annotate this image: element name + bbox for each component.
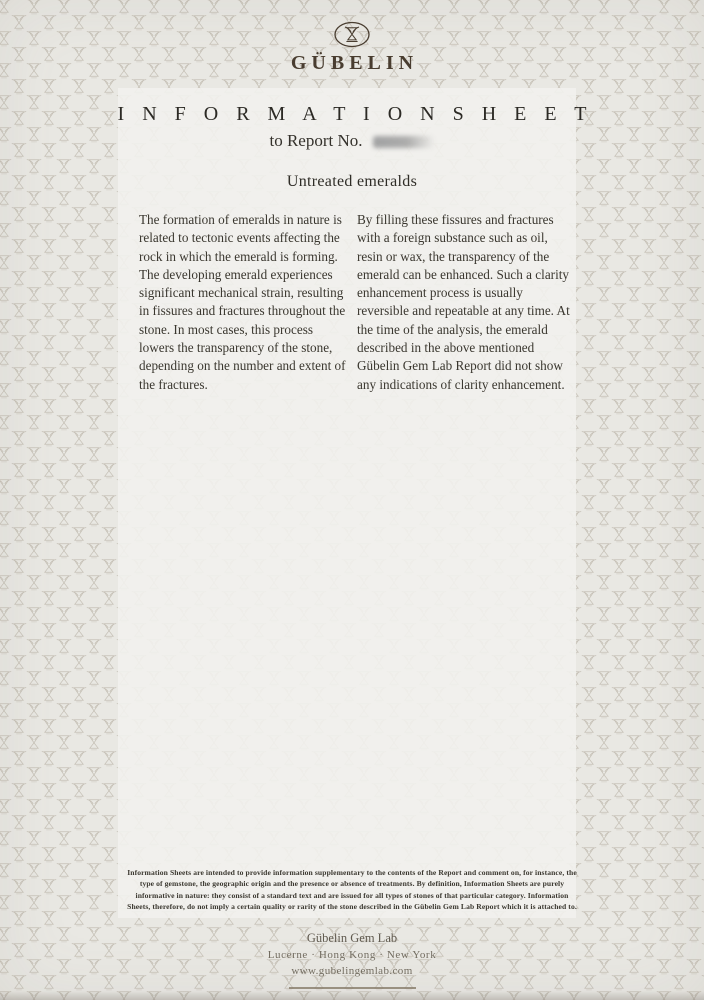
brand-header bbox=[0, 18, 704, 75]
page-title: I N F O R M A T I O N S H E E T bbox=[117, 103, 593, 125]
report-line-prefix: to Report No. bbox=[269, 131, 363, 150]
lab-address-block bbox=[0, 931, 704, 977]
footer-disclaimer: Information Sheets are intended to provide information supplementary to the contents of the Report and comment on, for instance, the type of gemstone, the geographic origin and the presence or absence of treatments. By definition, Information Sheets are purely informative in nature: they consist of a standard text and are issued for all types of stones of that particular category. Information Sheets, therefore, do not imply a certain quality or rarity of the stone described in the Gübelin Gem Lab Report which it is attached to. bbox=[127, 868, 577, 912]
body-left-column: The formation of emeralds in nature is related to tectonic events affecting the rock in which the emerald is forming. The developing emerald experiences significant mechanical strain, resulting in fissures and fractures throughout the stone. In most cases, this process lowers the transparency of the stone, depending on the number and extent of the fractures. bbox=[139, 212, 346, 392]
lab-name: Gübelin Gem Lab bbox=[306, 931, 398, 945]
document-subtitle: Untreated emeralds bbox=[286, 173, 418, 190]
bottom-rule bbox=[289, 987, 416, 989]
report-number-redacted bbox=[373, 136, 435, 148]
report-number-line bbox=[0, 131, 704, 151]
brand-wordmark: GÜBELIN bbox=[290, 52, 419, 74]
lab-locations: Lucerne · Hong Kong · New York bbox=[267, 949, 437, 961]
gubelin-emblem-icon bbox=[329, 18, 375, 51]
lab-website: www.gubelingemlab.com bbox=[291, 965, 413, 977]
body-right-column: By filling these fissures and fractures with a foreign substance such as oil, resin or wax, the transparency of the emerald can be enhanced. Such a clarity enhancement process is usually reversible and repeatable at any time. At the time of the analysis, the emerald described in the above mentioned Gübelin Gem Lab Report did not show any indications of clarity enhancement. bbox=[357, 212, 570, 392]
